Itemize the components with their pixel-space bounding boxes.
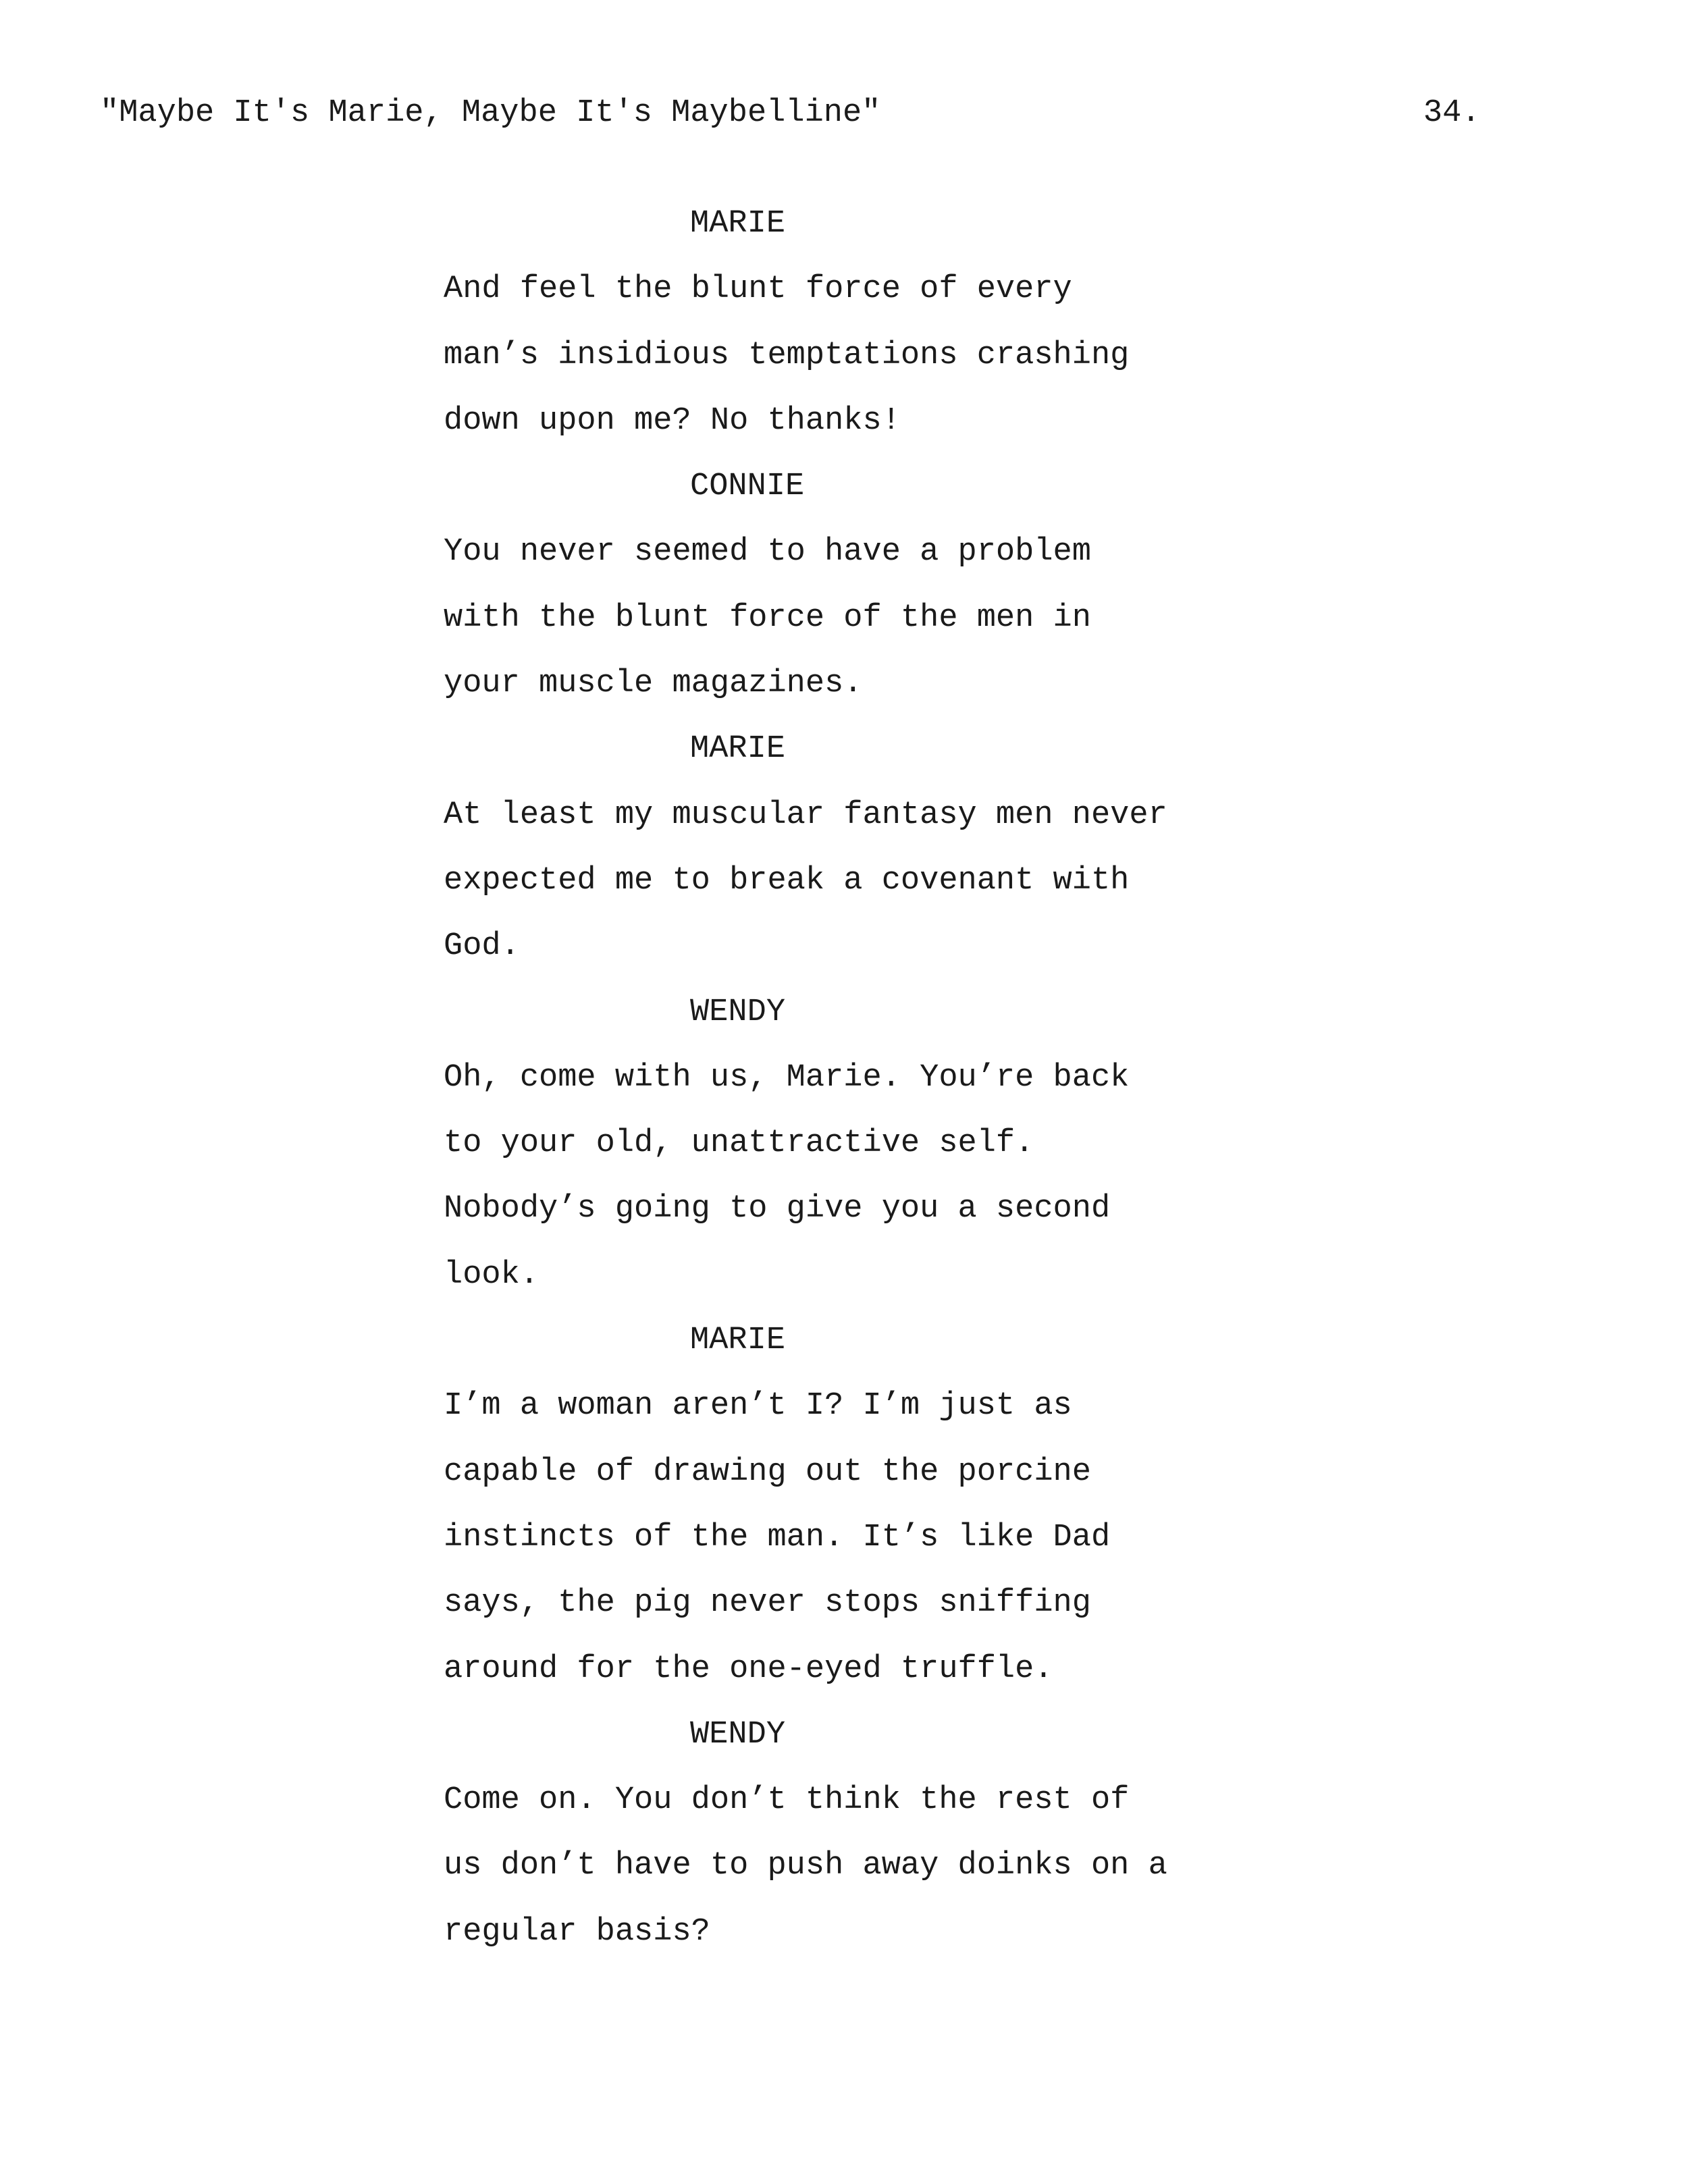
page-number: 34. <box>1423 95 1481 131</box>
script-body <box>0 191 1688 1965</box>
character-name: MARIE <box>690 731 786 768</box>
dialogue-block <box>0 980 1688 1308</box>
character-name: WENDY <box>690 1716 786 1753</box>
dialogue-line: capable of drawing out the porcine <box>444 1454 1091 1490</box>
dialogue-line: around for the one-eyed truffle. <box>444 1651 1053 1687</box>
dialogue-line: instincts of the man. It’s like Dad <box>444 1519 1111 1555</box>
script-title-header: "Maybe It's Marie, Maybe It's Maybelline" <box>100 95 881 131</box>
dialogue-block <box>0 191 1688 454</box>
dialogue-line: You never seemed to have a problem <box>444 534 1091 570</box>
dialogue-line: us don’t have to push away doinks on a <box>444 1848 1167 1884</box>
dialogue-block <box>0 716 1688 979</box>
character-name: WENDY <box>690 994 786 1030</box>
dialogue-line: down upon me? No thanks! <box>444 402 901 439</box>
dialogue-line: to your old, unattractive self. <box>444 1125 1034 1162</box>
dialogue-line: regular basis? <box>444 1913 710 1950</box>
dialogue-line: God. <box>444 928 520 965</box>
dialogue-block <box>0 1702 1688 1965</box>
dialogue-line: man’s insidious temptations crashing <box>444 337 1130 373</box>
dialogue-line: I’m a woman aren’t I? I’m just as <box>444 1388 1072 1424</box>
dialogue-line: Oh, come with us, Marie. You’re back <box>444 1059 1130 1096</box>
dialogue-line: your muscle magazines. <box>444 666 863 702</box>
dialogue-line: with the blunt force of the men in <box>444 600 1091 636</box>
dialogue-line: And feel the blunt force of every <box>444 271 1072 308</box>
dialogue-line: At least my muscular fantasy men never <box>444 797 1167 833</box>
dialogue-line: says, the pig never stops sniffing <box>444 1585 1091 1622</box>
dialogue-block <box>0 1308 1688 1702</box>
dialogue-line: Come on. You don’t think the rest of <box>444 1782 1130 1819</box>
dialogue-block <box>0 454 1688 716</box>
character-name: CONNIE <box>690 469 805 505</box>
dialogue-line: Nobody’s going to give you a second <box>444 1191 1111 1227</box>
dialogue-line: expected me to break a covenant with <box>444 862 1130 899</box>
character-name: MARIE <box>690 206 786 242</box>
character-name: MARIE <box>690 1323 786 1359</box>
dialogue-line: look. <box>444 1256 539 1293</box>
